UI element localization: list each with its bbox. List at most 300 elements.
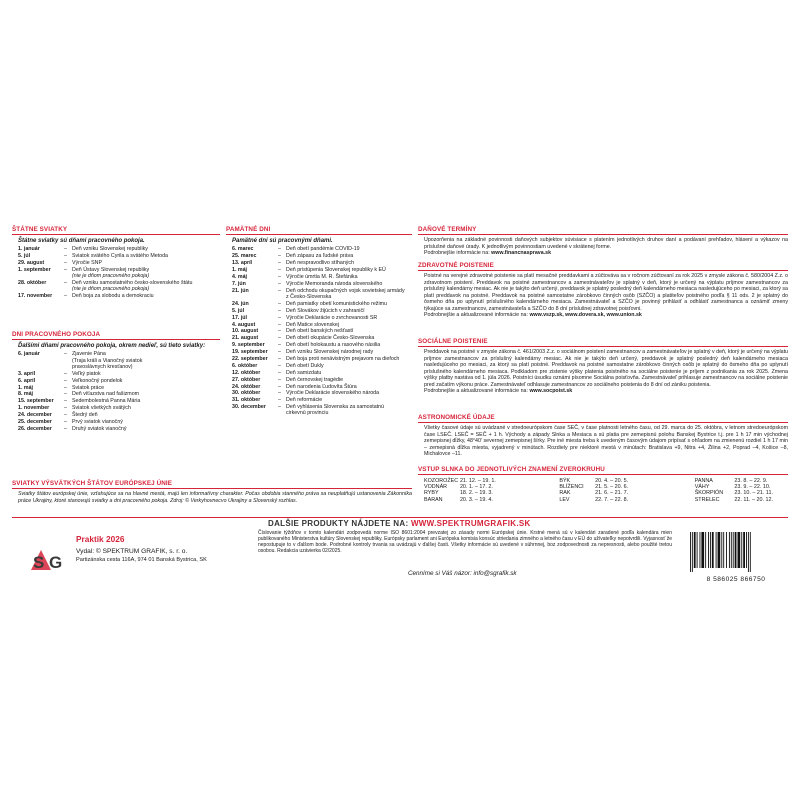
zodiac-sign: BARAN (424, 496, 443, 503)
product-name: Praktik 2026 (76, 534, 125, 544)
row-date: 29. august (18, 260, 45, 267)
row-name-cell (278, 390, 405, 397)
row-date: 8. máj (18, 391, 34, 398)
barcode-bar (694, 532, 696, 568)
zodiac-range: 20. 3. – 19. 4. (459, 496, 493, 503)
tax-link[interactable]: www.financnasprava.sk (491, 250, 552, 256)
section-intro: Štátne sviatky sú dňami pracovného pokoja. (18, 238, 145, 244)
zodiac-sign: VÁHY (694, 484, 710, 491)
row-name: Deň zápasu za ľudské práva (286, 253, 354, 260)
barcode-bar (743, 532, 745, 568)
zodiac-range: 20. 4. – 20. 5. (595, 478, 629, 484)
barcode-bar (741, 532, 742, 568)
row-name-cell (278, 356, 405, 363)
row-name-cell (278, 397, 405, 404)
section-title: SOCIÁLNE POISTENIE (418, 338, 788, 347)
row-date: 9. september (232, 342, 265, 349)
date-row (18, 370, 142, 377)
barcode-bar (708, 532, 709, 568)
dash: – (64, 391, 67, 398)
zodiac-sign: ŠKORPIÓN (694, 490, 724, 497)
barcode-bar (705, 532, 706, 568)
dash: – (278, 260, 281, 267)
health-text: Poistné na verejné zdravotné poistenie sa platí mesačné preddavkami a zúčtováva sa v ročnom zúčtovaní za rok 2025 v zmysle zákona č. 580/2004 Z.z. o zdravotnom poistení. Preddavok na poistné zamestnancov a zamestnávateľov je splatný v deň, ktorý je určený na výplatu príjmov zamestnancov za príslušný kalendárny mesiac. Ak nie je takýto deň určený, preddavok je splatný posledný deň kalendárneho mesiaca nasledujúceho po mesiaci, za ktorý sa platí preddavok na poistné. Preddavok na poistné samostatne zárobkovo činných osôb (SZČO) a platiteľov poistného podľa § 11 ods. 2 je splatný do ôsmeho dňa po uplynutí príslušného kalendárneho mesiaca. Zamestnávateľ a SZČO je povinný prihlásiť a odhlásiť zamestnanca a oznámiť zmeny týkajúce sa zamestnancov, zamestnávateľa a SZČO do 8 dní príslušnej zdravotnej poisťovni. Podrobnejšie a aktualizované informácie na: www.vszp.sk, www.dovera.sk, www.union.sk (424, 273, 788, 318)
legal-note: Číslovanie týždňov v tomto kalendári zodpovedá norme ISO 8601:2004 prevzatej zo zásady normi Európskej únie. Krstné mená sú v kalendári zaradené podľa kalendára mien publikovaného Ministerstva kultúry Slovenskej republiky. Európsky parlament ani Európska komisia konsúc striedania zimného a letného času v EÚ do užívateľky nepotvrdili. Vyjasnosť že nepostupuje to v ďalšom bode. Podrobné kontroly trvania sa uvádzajú v ďalšej časti. Všetky informácie sú uvedené v súhrnnej, boz zodpovednosti za nepresnosti, alebo použité tretou osobou. Redakcia uzávierka 02/2025. (258, 530, 672, 554)
row-name: Deň vzniku samostatného česko-slovenského štátu (72, 280, 193, 287)
dash: – (64, 253, 67, 260)
zodiac-sign: RYBY (424, 490, 439, 497)
row-date: 30. október (232, 390, 261, 397)
dash: – (278, 369, 281, 376)
date-row (232, 363, 405, 370)
publisher-info (76, 548, 207, 564)
row-name: Deň boja proti nenávistným prejavom na diefoch (286, 355, 400, 362)
row-name-cell (278, 363, 405, 370)
dash: – (278, 383, 281, 390)
date-row (232, 328, 405, 335)
date-row (232, 376, 405, 383)
date-row (18, 246, 192, 253)
dash: – (278, 273, 281, 280)
date-row (232, 335, 405, 342)
barcode-number: 8 586025 866750 (706, 576, 766, 583)
section-title: VSTUP SLNKA DO JEDNOTLIVÝCH ZNAMENÍ ZVEROKRUHU (418, 466, 788, 475)
row-date: 6. október (232, 362, 258, 369)
dash: – (278, 266, 281, 273)
row-name-cell (64, 351, 142, 370)
date-row (18, 405, 142, 412)
date-row (232, 307, 405, 314)
date-row (232, 369, 405, 376)
astro-section (418, 414, 788, 458)
row-date: 19. september (232, 349, 268, 356)
row-name-cell (64, 405, 142, 412)
row-name-cell (278, 404, 405, 417)
barcode-bar (690, 532, 691, 572)
barcode-bar (746, 532, 747, 568)
zodiac-sign: KOZOROŽEC (424, 478, 459, 484)
row-date: 13. apríl (232, 260, 253, 267)
row-name: Zjavenie Pána (72, 351, 106, 358)
date-row (18, 419, 142, 426)
row-name: Deň pamiatky obetí komunistického režimu (286, 300, 387, 307)
row-date: 6. marec (232, 246, 254, 253)
date-row (18, 391, 142, 398)
zodiac-range: 22. 11. – 20. 12. (734, 496, 773, 503)
date-row (232, 246, 405, 253)
section-title: ASTRONOMICKÉ ÚDAJE (418, 414, 788, 423)
row-name: Deň obetí okupácie Česko-Slovenska (286, 335, 375, 342)
zodiac-range: 21. 6. – 21. 7. (595, 490, 629, 497)
barcode-bar (731, 532, 732, 568)
row-name-cell (278, 260, 405, 267)
dash: – (278, 349, 281, 356)
memorial-days-section (226, 226, 412, 417)
row-date: 1. september (18, 266, 51, 273)
row-name: Výročie úmrtia M. R. Štefánika (286, 273, 358, 280)
row-name: Deň víťazstva nad fašizmom (72, 391, 140, 398)
date-row (18, 267, 192, 280)
row-date: 1. november (18, 405, 50, 412)
barcode-bar (735, 532, 737, 568)
barcode-bar (726, 532, 727, 568)
row-name-cell (278, 321, 405, 328)
row-date: 6. apríl (18, 377, 36, 384)
dash: – (64, 266, 67, 273)
row-name-cell (64, 260, 192, 267)
dash: – (278, 335, 281, 342)
barcode-bar (718, 532, 721, 568)
social-text: Preddavok na poistné v zmysle zákona č. 461/2003 Z.z. o sociálnom poistení zamestnancov a zamestnávateľov je splatný v deň, ktorý je určený na výplatu príjmov zamestnancov za príslušný kalendárny mesiac. Ak nie je takýto deň určený, preddavok je splatný posledný deň kalendárneho mesiaca nasledujúceho po mesiaci, za ktorý sa platí poistné. Preddavok na poistné samostatne zárobkovo činných osôb je splatný do ôsmeho dňa po uplynutí príslušného kalendárneho mesiaca. Podkladom pre zistenie výšky platenia poistného na sociálne poistenie je príjem z podnikania za rok 2025. Zmena výšky platby nastáva od 1. júla 2026. Poistníci úsudku oznámi písomne Sociálna poisťovňa. Zamestnávateľ prihlasuje zamestnancov na sociálne poistenie pred začatím výkonu práce. Zamestnávateľ odhlasuje zamestnancov zo sociálneho poistenia do 8 dní od zániku poistenia. Podrobnejšie a aktualizované informácie na: www.socpoist.sk (424, 349, 788, 394)
row-name-cell (64, 293, 192, 300)
dash: – (64, 280, 67, 287)
row-date: 12. október (232, 369, 261, 376)
row-name-cell (278, 274, 405, 281)
row-name: Deň pristúpenia Slovenskej republiky k EÚ (286, 266, 386, 273)
date-row (232, 253, 405, 260)
dash: – (64, 425, 67, 432)
row-name: Deň samizdatu (286, 369, 322, 376)
zodiac-range: 18. 2. – 19. 3. (459, 490, 493, 497)
date-row (232, 383, 405, 390)
row-name: Deň obetí Dukly (286, 362, 324, 369)
dash: – (64, 293, 67, 300)
row-name-cell (278, 301, 405, 308)
row-name: Sedembolestná Panna Mária (72, 398, 141, 405)
row-name: Deň vyhlásenia Slovenska za samostatnú (286, 404, 385, 411)
row-name-cell (64, 419, 142, 426)
row-name: Sviatok práce (72, 384, 105, 391)
dash: – (278, 300, 281, 307)
date-row (18, 398, 142, 405)
row-name-cell (64, 246, 192, 253)
row-name: Štedrý deň (72, 412, 98, 419)
row-name-cell (64, 253, 192, 260)
date-row (232, 349, 405, 356)
row-name: Výročie Deklarácie slovenského národa (286, 390, 380, 397)
row-name-cell (64, 412, 142, 419)
row-note: z Česko-Slovenska (286, 293, 332, 300)
row-date: 4. august (232, 321, 256, 328)
publisher-line1: Vydal: © SPEKTRUM GRAFIK, s. r. o. (76, 548, 188, 555)
date-row (18, 293, 192, 300)
barcode-bar (692, 532, 693, 572)
row-date: 25. december (18, 419, 52, 426)
date-row (232, 274, 405, 281)
dash: – (64, 405, 67, 412)
zodiac-range: 20. 1. – 17. 2. (459, 484, 493, 491)
row-note: (nie je dňom pracovného pokoja) (72, 286, 150, 293)
row-name-cell (278, 383, 405, 390)
more-products: DALŠIE PRODUKTY NÁJDETE NA: WWW.SPEKTRUMGRAFIK.SK (268, 519, 531, 528)
date-row (18, 426, 142, 433)
state-holidays-table (18, 246, 192, 300)
dash: – (278, 280, 281, 287)
zodiac-sign: STRELEC (694, 496, 720, 503)
dash: – (278, 287, 281, 294)
section-title: DNI PRACOVNÉHO POKOJA (12, 331, 220, 340)
row-name-cell (64, 370, 142, 377)
barcode-icon (686, 532, 786, 572)
row-name: Deň odchodu okupačných vojsk sovietskej armády (286, 287, 405, 294)
row-note: (nie je dňom pracovného pokoja) (72, 273, 150, 280)
row-name-cell (278, 253, 405, 260)
zodiac-sign: PANNA (694, 478, 713, 484)
barcode-bar (733, 532, 734, 568)
barcode-bar (710, 532, 711, 568)
row-date: 21. jún (232, 287, 249, 294)
row-name: Deň vzniku Slovenskej republiky (72, 246, 148, 253)
barcode-bar (712, 532, 714, 568)
row-note: pravoslávnych kresťanov) (72, 363, 133, 370)
barcode-bar (701, 532, 704, 568)
zodiac-sign: RAK (559, 490, 571, 497)
row-note: cirkevnú provinciu (286, 410, 329, 417)
row-name-cell (64, 398, 142, 405)
dash: – (278, 376, 281, 383)
row-date: 24. jún (232, 300, 249, 307)
row-name-cell (278, 335, 405, 342)
row-date: 1. máj (18, 384, 34, 391)
row-name-cell (278, 267, 405, 274)
row-date: 28. október (18, 280, 47, 287)
row-name-cell (278, 280, 405, 287)
memorial-days-table (232, 246, 405, 417)
barcode-bar (697, 532, 698, 568)
row-name: Výročie SNP (72, 260, 103, 267)
svg-text:G: G (49, 553, 63, 572)
row-name-cell (278, 307, 405, 314)
svg-text:S: S (33, 553, 45, 572)
dash: – (64, 419, 67, 426)
feedback: Cenníme si Váš názor: info@sgrafik.sk (408, 570, 517, 577)
eu-section (12, 480, 412, 504)
social-link[interactable]: www.socpoist.sk (529, 388, 573, 394)
row-name-cell (278, 314, 405, 321)
dash: – (278, 314, 281, 321)
dash: – (64, 398, 67, 405)
row-name-cell (64, 280, 192, 293)
row-name: Veľký piatok (72, 370, 101, 377)
row-name: Deň reformácie (286, 397, 323, 404)
row-name-cell (64, 384, 142, 391)
section-title: ŠTÁTNE SVIATKY (12, 226, 220, 235)
row-date: 26. december (18, 425, 52, 432)
dash: – (64, 260, 67, 267)
row-name: Deň narodenia Ľudovíta Štúra (286, 383, 357, 390)
barcode-bar (748, 532, 749, 572)
row-name: Deň boja za slobodu a demokraciu (72, 293, 154, 300)
row-date: 17. júl (232, 314, 248, 321)
health-section (418, 262, 788, 319)
sg-logo-icon (27, 544, 73, 574)
dash: – (64, 377, 67, 384)
section-title: SVIATKY VÝSVÄTKÝCH ŠTÁTOV EURÓPSKEJ ÚNIE (12, 480, 412, 489)
row-name-cell (278, 369, 405, 376)
row-name: Deň obetí holokaustu a rasového násilia (286, 342, 381, 349)
row-date: 25. marec (232, 253, 257, 260)
zodiac-row (559, 497, 648, 503)
row-date: 5. júl (18, 253, 31, 260)
divider (12, 517, 788, 518)
row-name-cell (278, 287, 405, 300)
date-row (232, 404, 405, 417)
row-name-cell (278, 328, 405, 335)
rest-days-table (18, 351, 142, 433)
section-intro: Pamätné dni sú pracovnými dňami. (232, 238, 333, 244)
barcode-bar (721, 532, 722, 568)
row-date: 15. september (18, 398, 54, 405)
date-row (232, 321, 405, 328)
row-name-cell (278, 246, 405, 253)
zodiac-sign: BÝK (559, 478, 571, 484)
zodiac-column (559, 478, 648, 503)
row-name: Druhý sviatok vianočný (72, 425, 127, 432)
date-row (232, 301, 405, 308)
row-name: Výročie Memoranda národa slovenského (286, 280, 383, 287)
zodiac-range: 22. 7. – 22. 8. (595, 496, 629, 503)
health-links[interactable]: www.vszp.sk, www.dovera.sk, www.union.sk (529, 312, 642, 318)
row-name: Sviatok svätého Cyrila a svätého Metoda (72, 253, 168, 260)
dash: – (278, 321, 281, 328)
zodiac-sign: BLÍŽENCI (559, 484, 584, 491)
tax-text: Upozorňenia na základné povinnosti daňových subjektov súvisiace s platením jednotlivých druhov daní a podávaní prehľadov, hlásení a výkazov na príslušné daňové úrady. K jednotlivým povinnostiam uvedené v skrátenej forme. Podrobnejšie informácie na: www.financnasprava.sk (424, 237, 788, 256)
row-name: Deň obetí banských nešťastí (286, 328, 354, 335)
section-title: DAŇOVÉ TERMÍNY (418, 226, 788, 235)
date-row (18, 384, 142, 391)
eu-text: Sviatky štátov európskej únie, vzťahujúce sa na hlavné mestá, majú len informatívny charakter. Počas obdobia stanného práva sa neuplatňujú ustanovenia Zákonníka práce Ukrajiny, ktoré stanovujú sviatky a dni pracovného pokoja. Zdroj: © Verkyhovnecvo Ukrajiny a Slovenský rozhlas. (18, 491, 412, 504)
row-date: 27. október (232, 376, 261, 383)
row-name: Deň Matice slovenskej (286, 321, 339, 328)
zodiac-range: 21. 12. – 19. 1. (459, 478, 496, 484)
row-name-cell (64, 267, 192, 280)
dash: – (278, 253, 281, 260)
products-link[interactable]: WWW.SPEKTRUMGRAFIK.SK (410, 519, 531, 528)
date-row (232, 287, 405, 300)
row-name-cell (64, 377, 142, 384)
date-row (232, 390, 405, 397)
zodiac-column (424, 478, 513, 503)
row-date: 3. apríl (18, 370, 36, 377)
date-row (232, 280, 405, 287)
barcode-bar (729, 532, 730, 568)
barcode (686, 532, 786, 583)
barcode-bar (723, 532, 724, 568)
section-title: ZDRAVOTNÉ POISTENIE (418, 262, 788, 271)
row-date: 1. máj (232, 266, 248, 273)
row-name-cell (64, 426, 142, 433)
dash: – (64, 246, 67, 253)
row-name-cell (278, 342, 405, 349)
date-row (232, 314, 405, 321)
dash: – (64, 370, 67, 377)
row-name: Deň vzniku Slovenskej národnej rady (286, 349, 374, 356)
row-name-cell (278, 349, 405, 356)
section-intro: Ďalšími dňami pracovného pokoja, okrem nedieľ, sú tieto sviatky: (18, 343, 206, 349)
row-date: 24. december (18, 412, 52, 419)
zodiac-row (695, 497, 788, 503)
rest-days-section (12, 331, 220, 433)
dash: – (278, 307, 281, 314)
row-date: 4. máj (232, 273, 248, 280)
dash: – (278, 355, 281, 362)
dash: – (278, 342, 281, 349)
zodiac-range: 23. 8. – 22. 9. (734, 478, 768, 484)
row-name: Sviatok všetkých svätých (72, 405, 131, 412)
row-date: 6. január (18, 351, 40, 358)
row-name: Prvý sviatok vianočný (72, 419, 123, 426)
row-name: Deň obetí pandémie COVID-19 (286, 246, 360, 253)
row-name: Veľkonočný pondelok (72, 377, 123, 384)
zodiac-row (424, 497, 513, 503)
state-holidays-section (12, 226, 220, 300)
row-name-cell (278, 376, 405, 383)
publisher-logo (27, 544, 73, 574)
zodiac-sign: LEV (559, 496, 570, 503)
row-date: 1. január (18, 246, 40, 253)
dash: – (278, 328, 281, 335)
date-row (18, 351, 142, 370)
publisher-address: Partizánska cesta 116A, 974 01 Banská Bystrica, SK (76, 557, 207, 563)
row-date: 31. október (232, 397, 261, 404)
row-name-cell (64, 391, 142, 398)
date-row (18, 280, 192, 293)
tax-section (418, 226, 788, 257)
row-name: Deň černovskej tragédie (286, 376, 344, 383)
row-name: Deň nespravodlivo stíhaných (286, 260, 355, 267)
barcode-bar (738, 532, 741, 568)
date-row (18, 253, 192, 260)
row-date: 7. jún (232, 280, 246, 287)
row-name: Deň Slovákov žijúcich v zahraničí (286, 307, 365, 314)
dash: – (64, 384, 67, 391)
date-row (18, 260, 192, 267)
row-name: Deň Ústavy Slovenskej republiky (72, 266, 150, 273)
date-row (232, 356, 405, 363)
zodiac-section (418, 466, 788, 503)
date-row (18, 377, 142, 384)
dash: – (64, 351, 67, 358)
date-row (232, 260, 405, 267)
dash: – (278, 246, 281, 253)
date-row (232, 397, 405, 404)
zodiac-range: 21. 5. – 20. 6. (595, 484, 629, 491)
row-name: Výročie Deklarácie o zvrchovanosti SR (286, 314, 378, 321)
row-date: 5. júl (232, 307, 245, 314)
zodiac-column (695, 478, 788, 503)
row-date: 22. september (232, 355, 268, 362)
barcode-bar (700, 532, 701, 568)
zodiac-range: 23. 10. – 21. 11. (734, 490, 773, 497)
zodiac-range: 23. 9. – 22. 10. (734, 484, 771, 491)
dash: – (64, 412, 67, 419)
barcode-bar (716, 532, 717, 568)
date-row (18, 412, 142, 419)
row-note: (Traja králi a Vianočný sviatok (72, 357, 143, 364)
row-date: 30. december (232, 404, 266, 411)
social-section (418, 338, 788, 395)
zodiac-grid (424, 478, 788, 503)
row-date: 21. august (232, 335, 259, 342)
astro-text: Všetky časové údaje sú uvádzané v stredoeurópskom čase SEČ, v čase platnosti letného času, od 29. marca do 25. októbra, v letnom stredoeurópskom čase LSEČ. LSEČ = SEČ + 1 h. Východy a západy Slnka a Mesiaca a sú platia pre zemepisnú polohu Banskej Bystrice t.j. pre 1 h 17 min východnej zemepisnej dĺžky, 48°40' severnej zemepisnej šírky. Pre iné miesta treba k uvedeným časovým údajom pripísať s ohľadom na zmienenú rozdiel 1 h 17 min – zemepisná dĺžka miesta, vyjadrený v minútach. Rozdiely pre niektoré mestá v minútach: Bratislava +9, Nitra +4, Žilina +2, Poprad –4, Košice –8, Michalovce –11. (424, 425, 788, 457)
barcode-bar (750, 532, 751, 572)
row-date: 24. október (232, 383, 261, 390)
row-date: 10. august (232, 328, 259, 335)
dash: – (278, 390, 281, 397)
dash: – (278, 397, 281, 404)
date-row (232, 267, 405, 274)
date-row (232, 342, 405, 349)
